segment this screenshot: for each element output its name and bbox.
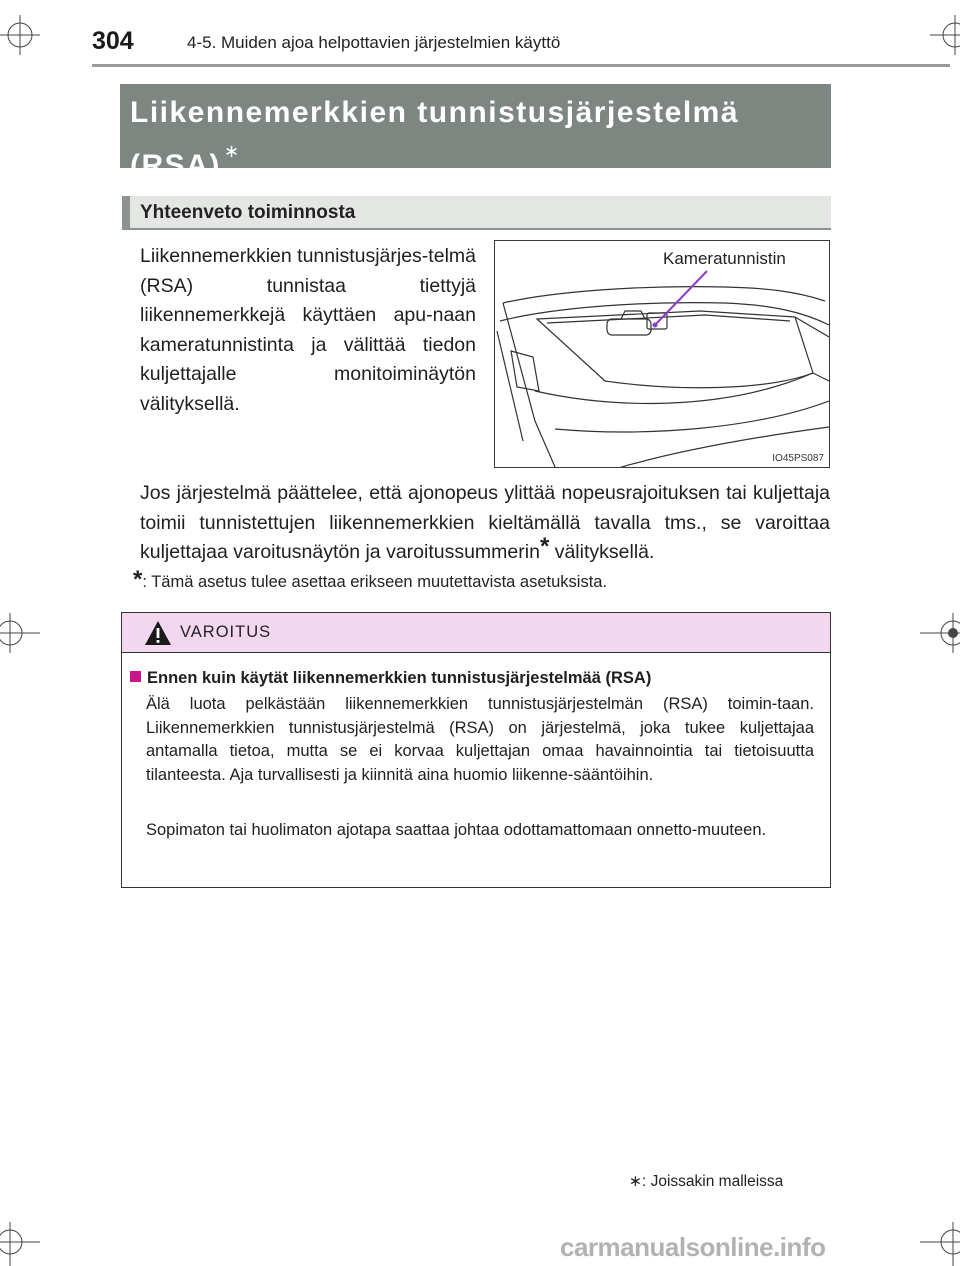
figure-callout-label: Kameratunnistin: [663, 249, 786, 268]
crop-mark-mid-right: [920, 613, 960, 653]
paragraph2-text: Jos järjestelmä päättelee, että ajonopeus ylittää nopeusrajoituksen tai kuljettaja toimii tunnistettujen liikennemerkkien kieltämällä tavalla tms., se varoittaa kuljettajaa varoitusnäytön ja varoitussummerin: [140, 482, 830, 563]
warning-item-heading: [130, 669, 651, 688]
footnote-models-star: ∗: [629, 1173, 642, 1190]
callout-point: [653, 323, 658, 328]
figure-code: IO45PS087: [772, 453, 824, 464]
warning-label: VAROITUS: [180, 623, 272, 641]
warning-description-paragraph: [140, 479, 830, 568]
crop-mark-bottom-right: [920, 1222, 960, 1266]
header-rule: [92, 64, 950, 67]
subheading-bar: [122, 196, 831, 230]
watermark: carmanualsonline.info: [560, 1232, 826, 1262]
warning-paragraph-2: Sopimaton tai huolimaton ajotapa saattaa johtaa odottamattomaan onnetto-muuteen.: [146, 821, 767, 839]
section-title-line2: (RSA): [130, 149, 221, 182]
footnote-setting: [133, 566, 607, 594]
running-head: 4-5. Muiden ajoa helpottavien järjestelmien käyttö: [187, 33, 561, 52]
crop-mark-top-right: [930, 15, 960, 55]
section-title-line2-wrap: [130, 132, 831, 185]
bullet-square-icon: [130, 671, 141, 682]
subheading-accent: [122, 196, 130, 228]
subheading: Yhteenveto toiminnosta: [140, 202, 356, 223]
warning-header: [122, 613, 830, 653]
warning-box: [121, 612, 831, 888]
crop-mark-bottom-left: [0, 1222, 40, 1266]
paragraph2-star: *: [539, 533, 550, 560]
warning-item-heading-text: Ennen kuin käytät liikennemerkkien tunnistusjärjestelmää (RSA): [147, 669, 652, 687]
intro-paragraph: Liikennemerkkien tunnistusjärjes-telmä (RSA) tunnistaa tiettyjä liikennemerkkejä käyttäen apu-naan kameratunnistinta ja välittää tiedon kuljettajalle monitoiminäytön välityksellä.: [140, 245, 476, 415]
crop-mark-mid-left: [0, 613, 40, 653]
footnote-models-text: : Joissakin malleissa: [642, 1173, 784, 1190]
warning-paragraph-1: Älä luota pelkästään liikennemerkkien tunnistusjärjestelmän (RSA) toimin-taan. Liikennemerkkien tunnistusjärjestelmä (RSA) on järjestelmä, joka tukee kuljettajaa antamalla tietoa, mutta se ei korvaa kuljettajan omaa havainnointia tai tietoisuutta tilanteesta. Aja turvallisesti ja kiinnitä aina huomio liikenne-sääntöihin.: [146, 695, 814, 784]
footnote-setting-star: *: [133, 566, 143, 593]
crop-mark-top-left: [0, 15, 40, 55]
callout-line: [655, 271, 707, 325]
windshield-figure: [494, 240, 830, 468]
footnote-setting-text: : Tämä asetus tulee asettaa erikseen muutettavista asetuksista.: [142, 573, 608, 591]
page-number: 304: [92, 27, 134, 55]
section-title: [120, 84, 831, 182]
windshield-illustration: [495, 241, 830, 468]
paragraph2-tail: välityksellä.: [549, 541, 655, 563]
footnote-models: [629, 1172, 783, 1191]
warning-triangle-icon: [143, 619, 173, 647]
section-title-line1: Liikennemerkkien tunnistusjärjestelmä: [130, 96, 740, 129]
title-star: ∗: [223, 141, 241, 161]
